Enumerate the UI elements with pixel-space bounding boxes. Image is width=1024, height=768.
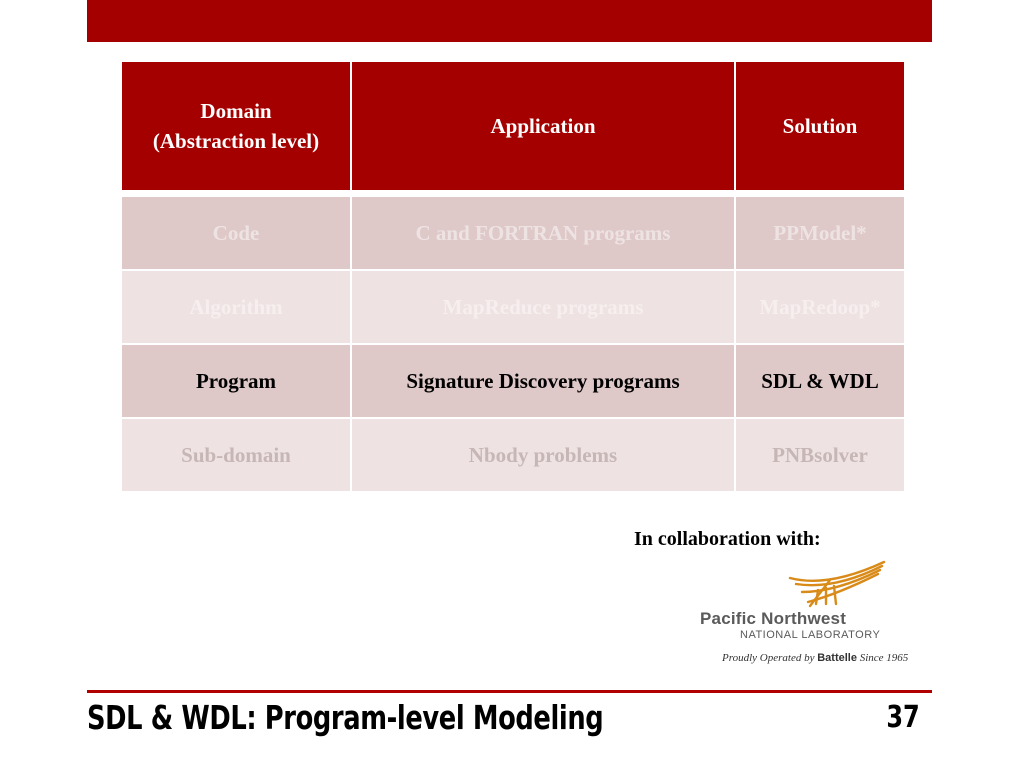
cell-application: C and FORTRAN programs xyxy=(351,196,735,270)
logo-tagline xyxy=(722,652,908,664)
collaboration-label: In collaboration with: xyxy=(634,528,821,550)
pnnl-logo xyxy=(698,560,908,670)
cell-domain: Program xyxy=(121,344,351,418)
cell-application: Nbody problems xyxy=(351,418,735,492)
table-header-row xyxy=(121,61,905,191)
cell-domain: Sub-domain xyxy=(121,418,351,492)
table-row xyxy=(121,196,905,270)
table-row xyxy=(121,270,905,344)
cell-domain: Code xyxy=(121,196,351,270)
header-domain-line2: (Abstraction level) xyxy=(152,129,320,153)
tagline-suffix: Since 1965 xyxy=(859,652,909,664)
tagline-brand: Battelle xyxy=(817,652,857,664)
table-row xyxy=(121,418,905,492)
cell-solution: PPModel* xyxy=(735,196,905,270)
logo-name-line1: Pacific Northwest xyxy=(700,609,847,628)
pnnl-logo-mark-icon xyxy=(698,560,908,610)
footer-divider xyxy=(87,690,932,693)
header-domain-line1: Domain xyxy=(200,99,272,123)
cell-domain: Algorithm xyxy=(121,270,351,344)
cell-application: Signature Discovery programs xyxy=(351,344,735,418)
cell-solution: SDL & WDL xyxy=(735,344,905,418)
logo-name-line2: NATIONAL LABORATORY xyxy=(740,629,881,641)
slide-title: SDL & WDL: Program-level Modeling xyxy=(87,698,604,737)
table-row-highlighted xyxy=(121,344,905,418)
cell-application: MapReduce programs xyxy=(351,270,735,344)
header-solution: Solution xyxy=(735,61,905,191)
header-application: Application xyxy=(351,61,735,191)
abstraction-table xyxy=(120,60,906,493)
top-banner xyxy=(87,0,932,42)
cell-solution: PNBsolver xyxy=(735,418,905,492)
cell-solution: MapRedoop* xyxy=(735,270,905,344)
header-domain xyxy=(121,61,351,191)
tagline-prefix: Proudly Operated by xyxy=(722,652,815,664)
page-number: 37 xyxy=(886,700,920,735)
